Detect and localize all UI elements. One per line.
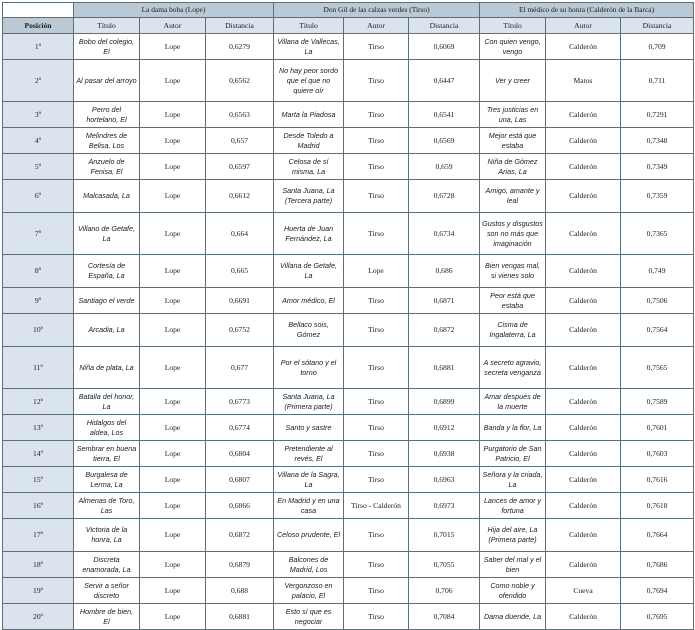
la-dama-boba-author-cell: Lope xyxy=(140,493,206,519)
la-dama-boba-distance-cell: 0,664 xyxy=(206,213,274,255)
column-header-title: Título xyxy=(480,18,546,34)
don-gil-distance-cell: 0,6541 xyxy=(409,102,480,128)
don-gil-title-cell: Celoso prudente, El xyxy=(274,519,344,552)
column-header-author: Autor xyxy=(546,18,621,34)
don-gil-distance-cell: 0,659 xyxy=(409,154,480,180)
don-gil-title-cell: Pretendiente al revés, El xyxy=(274,441,344,467)
la-dama-boba-distance-cell: 0,6866 xyxy=(206,493,274,519)
column-header-distance: Distancia xyxy=(206,18,274,34)
medico-honra-distance-cell: 0,7565 xyxy=(621,347,694,389)
column-header-title: Título xyxy=(74,18,140,34)
medico-honra-distance-cell: 0,7589 xyxy=(621,389,694,415)
position-cell: 6º xyxy=(3,180,74,213)
medico-honra-title-cell: Niña de Gómez Arias, La xyxy=(480,154,546,180)
don-gil-author-cell: Tirso xyxy=(344,154,409,180)
la-dama-boba-title-cell: Sembrar en buena tierra, El xyxy=(74,441,140,467)
ranking-table xyxy=(2,2,694,630)
position-cell: 20º xyxy=(3,604,74,630)
medico-honra-author-cell: Calderón xyxy=(546,102,621,128)
position-cell: 9º xyxy=(3,288,74,314)
la-dama-boba-author-cell: Lope xyxy=(140,128,206,154)
table-row xyxy=(3,255,694,288)
medico-honra-distance-cell: 0,7365 xyxy=(621,213,694,255)
table-row xyxy=(3,467,694,493)
don-gil-distance-cell: 0,6734 xyxy=(409,213,480,255)
la-dama-boba-title-cell: Cortesía de España, La xyxy=(74,255,140,288)
la-dama-boba-distance-cell: 0,6691 xyxy=(206,288,274,314)
don-gil-title-cell: En Madrid y en una casa xyxy=(274,493,344,519)
don-gil-distance-cell: 0,7084 xyxy=(409,604,480,630)
table-row xyxy=(3,213,694,255)
group-header-don-gil: Don Gil de las calzas verdes (Tirso) xyxy=(274,3,480,18)
medico-honra-title-cell: Tres justicias en una, Las xyxy=(480,102,546,128)
medico-honra-author-cell: Calderón xyxy=(546,519,621,552)
la-dama-boba-author-cell: Lope xyxy=(140,34,206,60)
don-gil-author-cell: Tirso xyxy=(344,213,409,255)
la-dama-boba-title-cell: Servir a señor discreto xyxy=(74,578,140,604)
position-cell: 5º xyxy=(3,154,74,180)
don-gil-distance-cell: 0,6569 xyxy=(409,128,480,154)
don-gil-distance-cell: 0,6912 xyxy=(409,415,480,441)
medico-honra-title-cell: Banda y la flor, La xyxy=(480,415,546,441)
medico-honra-distance-cell: 0,7348 xyxy=(621,128,694,154)
don-gil-title-cell: Huerta de Juan Fernández, La xyxy=(274,213,344,255)
don-gil-author-cell: Tirso xyxy=(344,314,409,347)
position-cell: 17º xyxy=(3,519,74,552)
don-gil-distance-cell: 0,6973 xyxy=(409,493,480,519)
don-gil-author-cell: Tirso xyxy=(344,180,409,213)
don-gil-author-cell: Tirso xyxy=(344,578,409,604)
don-gil-distance-cell: 0,6938 xyxy=(409,441,480,467)
don-gil-author-cell: Tirso xyxy=(344,60,409,102)
medico-honra-author-cell: Calderón xyxy=(546,441,621,467)
don-gil-author-cell: Tirso xyxy=(344,34,409,60)
medico-honra-title-cell: Saber del mal y el bien xyxy=(480,552,546,578)
don-gil-author-cell: Tirso - Calderón xyxy=(344,493,409,519)
don-gil-distance-cell: 0,6899 xyxy=(409,389,480,415)
la-dama-boba-title-cell: Batalla del honor, La xyxy=(74,389,140,415)
column-header-author: Autor xyxy=(344,18,409,34)
don-gil-author-cell: Tirso xyxy=(344,347,409,389)
la-dama-boba-distance-cell: 0,6879 xyxy=(206,552,274,578)
don-gil-author-cell: Tirso xyxy=(344,604,409,630)
column-header-position: Posición xyxy=(3,18,74,34)
table-row xyxy=(3,314,694,347)
table-row xyxy=(3,519,694,552)
medico-honra-distance-cell: 0,709 xyxy=(621,34,694,60)
la-dama-boba-title-cell: Burgalesa de Lerma, La xyxy=(74,467,140,493)
la-dama-boba-title-cell: Al pasar del arroyo xyxy=(74,60,140,102)
la-dama-boba-distance-cell: 0,6881 xyxy=(206,604,274,630)
medico-honra-author-cell: Calderón xyxy=(546,415,621,441)
la-dama-boba-author-cell: Lope xyxy=(140,180,206,213)
don-gil-author-cell: Lope xyxy=(344,255,409,288)
medico-honra-author-cell: Calderón xyxy=(546,389,621,415)
don-gil-title-cell: Balcones de Madrid, Los xyxy=(274,552,344,578)
medico-honra-title-cell: Gustos y disgustos son no más que imaginación xyxy=(480,213,546,255)
medico-honra-distance-cell: 0,7618 xyxy=(621,493,694,519)
don-gil-distance-cell: 0,6872 xyxy=(409,314,480,347)
la-dama-boba-title-cell: Bobo del colegio, El xyxy=(74,34,140,60)
medico-honra-title-cell: Cisma de Ingalaterra, La xyxy=(480,314,546,347)
table-row xyxy=(3,415,694,441)
medico-honra-distance-cell: 0,7694 xyxy=(621,578,694,604)
medico-honra-distance-cell: 0,7695 xyxy=(621,604,694,630)
la-dama-boba-title-cell: Melindres de Belisa, Los xyxy=(74,128,140,154)
la-dama-boba-author-cell: Lope xyxy=(140,255,206,288)
la-dama-boba-distance-cell: 0,677 xyxy=(206,347,274,389)
medico-honra-distance-cell: 0,7686 xyxy=(621,552,694,578)
don-gil-author-cell: Tirso xyxy=(344,288,409,314)
don-gil-distance-cell: 0,6881 xyxy=(409,347,480,389)
table-row xyxy=(3,493,694,519)
don-gil-title-cell: Vergonzoso en palacio, El xyxy=(274,578,344,604)
table-row xyxy=(3,604,694,630)
la-dama-boba-distance-cell: 0,6872 xyxy=(206,519,274,552)
table-row xyxy=(3,288,694,314)
medico-honra-author-cell: Calderón xyxy=(546,552,621,578)
table-row xyxy=(3,60,694,102)
don-gil-author-cell: Tirso xyxy=(344,415,409,441)
la-dama-boba-distance-cell: 0,6612 xyxy=(206,180,274,213)
medico-honra-author-cell: Calderón xyxy=(546,34,621,60)
la-dama-boba-distance-cell: 0,6773 xyxy=(206,389,274,415)
position-cell: 11º xyxy=(3,347,74,389)
medico-honra-distance-cell: 0,7506 xyxy=(621,288,694,314)
medico-honra-title-cell: Como noble y ofendido xyxy=(480,578,546,604)
la-dama-boba-distance-cell: 0,6807 xyxy=(206,467,274,493)
la-dama-boba-distance-cell: 0,665 xyxy=(206,255,274,288)
medico-honra-author-cell: Calderón xyxy=(546,128,621,154)
medico-honra-distance-cell: 0,7291 xyxy=(621,102,694,128)
don-gil-author-cell: Tirso xyxy=(344,389,409,415)
position-cell: 16º xyxy=(3,493,74,519)
don-gil-distance-cell: 0,706 xyxy=(409,578,480,604)
la-dama-boba-distance-cell: 0,6752 xyxy=(206,314,274,347)
column-header-row xyxy=(3,18,694,34)
la-dama-boba-distance-cell: 0,6563 xyxy=(206,102,274,128)
group-header-blank xyxy=(3,3,74,18)
don-gil-title-cell: Bellaco sois, Gómez xyxy=(274,314,344,347)
la-dama-boba-author-cell: Lope xyxy=(140,467,206,493)
position-cell: 3º xyxy=(3,102,74,128)
don-gil-distance-cell: 0,6069 xyxy=(409,34,480,60)
la-dama-boba-author-cell: Lope xyxy=(140,552,206,578)
don-gil-author-cell: Tirso xyxy=(344,441,409,467)
medico-honra-author-cell: Calderón xyxy=(546,213,621,255)
la-dama-boba-distance-cell: 0,6804 xyxy=(206,441,274,467)
table-row xyxy=(3,34,694,60)
don-gil-distance-cell: 0,6871 xyxy=(409,288,480,314)
la-dama-boba-author-cell: Lope xyxy=(140,288,206,314)
la-dama-boba-title-cell: Victoria de la honra, La xyxy=(74,519,140,552)
medico-honra-distance-cell: 0,7603 xyxy=(621,441,694,467)
position-cell: 4º xyxy=(3,128,74,154)
don-gil-distance-cell: 0,7015 xyxy=(409,519,480,552)
column-header-author: Autor xyxy=(140,18,206,34)
position-cell: 7º xyxy=(3,213,74,255)
la-dama-boba-title-cell: Malcasada, La xyxy=(74,180,140,213)
medico-honra-author-cell: Calderón xyxy=(546,154,621,180)
don-gil-author-cell: Tirso xyxy=(344,128,409,154)
table-row xyxy=(3,552,694,578)
position-cell: 8º xyxy=(3,255,74,288)
la-dama-boba-author-cell: Lope xyxy=(140,60,206,102)
don-gil-title-cell: Santa Juana, La (Primera parte) xyxy=(274,389,344,415)
don-gil-title-cell: Marta la Piadosa xyxy=(274,102,344,128)
don-gil-author-cell: Tirso xyxy=(344,102,409,128)
table-row xyxy=(3,154,694,180)
la-dama-boba-author-cell: Lope xyxy=(140,213,206,255)
medico-honra-title-cell: Peor está que estaba xyxy=(480,288,546,314)
la-dama-boba-author-cell: Lope xyxy=(140,389,206,415)
position-cell: 1º xyxy=(3,34,74,60)
don-gil-distance-cell: 0,7055 xyxy=(409,552,480,578)
position-cell: 2º xyxy=(3,60,74,102)
la-dama-boba-distance-cell: 0,6774 xyxy=(206,415,274,441)
la-dama-boba-author-cell: Lope xyxy=(140,604,206,630)
la-dama-boba-title-cell: Discreta enamorada, La xyxy=(74,552,140,578)
don-gil-title-cell: Amor médico, El xyxy=(274,288,344,314)
medico-honra-author-cell: Calderón xyxy=(546,604,621,630)
la-dama-boba-title-cell: Almenas de Toro, Las xyxy=(74,493,140,519)
don-gil-title-cell: No hay peor sordo que el que no quiere oír xyxy=(274,60,344,102)
la-dama-boba-title-cell: Hidalgos del aldea, Los xyxy=(74,415,140,441)
don-gil-title-cell: Por el sótano y el torno xyxy=(274,347,344,389)
table-row xyxy=(3,441,694,467)
table-row xyxy=(3,347,694,389)
medico-honra-distance-cell: 0,7564 xyxy=(621,314,694,347)
medico-honra-title-cell: Señora y la criada, La xyxy=(480,467,546,493)
medico-honra-author-cell: Cueva xyxy=(546,578,621,604)
la-dama-boba-author-cell: Lope xyxy=(140,441,206,467)
group-header-row xyxy=(3,3,694,18)
medico-honra-title-cell: Mejor está que estaba xyxy=(480,128,546,154)
medico-honra-distance-cell: 0,7616 xyxy=(621,467,694,493)
position-cell: 19º xyxy=(3,578,74,604)
don-gil-distance-cell: 0,6447 xyxy=(409,60,480,102)
la-dama-boba-title-cell: Hombre de bien, El xyxy=(74,604,140,630)
medico-honra-title-cell: Amigo, amante y leal xyxy=(480,180,546,213)
medico-honra-distance-cell: 0,7601 xyxy=(621,415,694,441)
la-dama-boba-title-cell: Santiago el verde xyxy=(74,288,140,314)
la-dama-boba-author-cell: Lope xyxy=(140,102,206,128)
medico-honra-title-cell: Lances de amor y fortuna xyxy=(480,493,546,519)
don-gil-title-cell: Celosa de sí misma, La xyxy=(274,154,344,180)
position-cell: 18º xyxy=(3,552,74,578)
don-gil-author-cell: Tirso xyxy=(344,519,409,552)
group-header-la-dama-boba: La dama boba (Lope) xyxy=(74,3,274,18)
medico-honra-title-cell: Ver y creer xyxy=(480,60,546,102)
don-gil-title-cell: Esto sí que es negociar xyxy=(274,604,344,630)
column-header-distance: Distancia xyxy=(409,18,480,34)
position-cell: 15º xyxy=(3,467,74,493)
la-dama-boba-author-cell: Lope xyxy=(140,314,206,347)
table-row xyxy=(3,180,694,213)
la-dama-boba-title-cell: Niña de plata, La xyxy=(74,347,140,389)
la-dama-boba-distance-cell: 0,6597 xyxy=(206,154,274,180)
don-gil-distance-cell: 0,6963 xyxy=(409,467,480,493)
la-dama-boba-author-cell: Lope xyxy=(140,154,206,180)
position-cell: 14º xyxy=(3,441,74,467)
medico-honra-title-cell: Amar después de la muerte xyxy=(480,389,546,415)
position-cell: 12º xyxy=(3,389,74,415)
table-row xyxy=(3,102,694,128)
la-dama-boba-title-cell: Arcadia, La xyxy=(74,314,140,347)
column-header-distance: Distancia xyxy=(621,18,694,34)
medico-honra-distance-cell: 0,7349 xyxy=(621,154,694,180)
don-gil-title-cell: Santo y sastre xyxy=(274,415,344,441)
la-dama-boba-title-cell: Villano de Getafe, La xyxy=(74,213,140,255)
la-dama-boba-author-cell: Lope xyxy=(140,578,206,604)
la-dama-boba-distance-cell: 0,6562 xyxy=(206,60,274,102)
la-dama-boba-title-cell: Perro del hortelano, El xyxy=(74,102,140,128)
table-row xyxy=(3,128,694,154)
position-cell: 10º xyxy=(3,314,74,347)
column-header-title: Título xyxy=(274,18,344,34)
la-dama-boba-title-cell: Anzuelo de Fenisa, El xyxy=(74,154,140,180)
position-cell: 13º xyxy=(3,415,74,441)
medico-honra-author-cell: Calderón xyxy=(546,255,621,288)
medico-honra-author-cell: Calderón xyxy=(546,314,621,347)
medico-honra-title-cell: Purgatorio de San Patricio, El xyxy=(480,441,546,467)
medico-honra-author-cell: Calderón xyxy=(546,493,621,519)
don-gil-distance-cell: 0,686 xyxy=(409,255,480,288)
don-gil-title-cell: Santa Juana, La (Tercera parte) xyxy=(274,180,344,213)
medico-honra-title-cell: Dama duende, La xyxy=(480,604,546,630)
la-dama-boba-author-cell: Lope xyxy=(140,519,206,552)
medico-honra-title-cell: Bien vengas mal, si vienes solo xyxy=(480,255,546,288)
table-row xyxy=(3,578,694,604)
medico-honra-title-cell: Hija del aire, La (Primera parte) xyxy=(480,519,546,552)
don-gil-author-cell: Tirso xyxy=(344,467,409,493)
la-dama-boba-distance-cell: 0,688 xyxy=(206,578,274,604)
medico-honra-title-cell: A secreto agravio, secreta venganza xyxy=(480,347,546,389)
don-gil-title-cell: Villana de la Sagra, La xyxy=(274,467,344,493)
medico-honra-author-cell: Matos xyxy=(546,60,621,102)
table-row xyxy=(3,389,694,415)
don-gil-title-cell: Desde Toledo a Madrid xyxy=(274,128,344,154)
don-gil-distance-cell: 0,6728 xyxy=(409,180,480,213)
la-dama-boba-distance-cell: 0,657 xyxy=(206,128,274,154)
medico-honra-author-cell: Calderón xyxy=(546,467,621,493)
medico-honra-distance-cell: 0,749 xyxy=(621,255,694,288)
la-dama-boba-author-cell: Lope xyxy=(140,415,206,441)
don-gil-title-cell: Villana de Vallecas, La xyxy=(274,34,344,60)
medico-honra-author-cell: Calderón xyxy=(546,347,621,389)
don-gil-title-cell: Villana de Getafe, La xyxy=(274,255,344,288)
medico-honra-title-cell: Con quien vengo, vengo xyxy=(480,34,546,60)
don-gil-author-cell: Tirso xyxy=(344,552,409,578)
la-dama-boba-author-cell: Lope xyxy=(140,347,206,389)
la-dama-boba-distance-cell: 0,6279 xyxy=(206,34,274,60)
group-header-medico-honra: El médico de su honra (Calderón de la Barca) xyxy=(480,3,694,18)
medico-honra-distance-cell: 0,7359 xyxy=(621,180,694,213)
medico-honra-author-cell: Calderón xyxy=(546,180,621,213)
medico-honra-distance-cell: 0,7664 xyxy=(621,519,694,552)
medico-honra-author-cell: Calderón xyxy=(546,288,621,314)
medico-honra-distance-cell: 0,711 xyxy=(621,60,694,102)
